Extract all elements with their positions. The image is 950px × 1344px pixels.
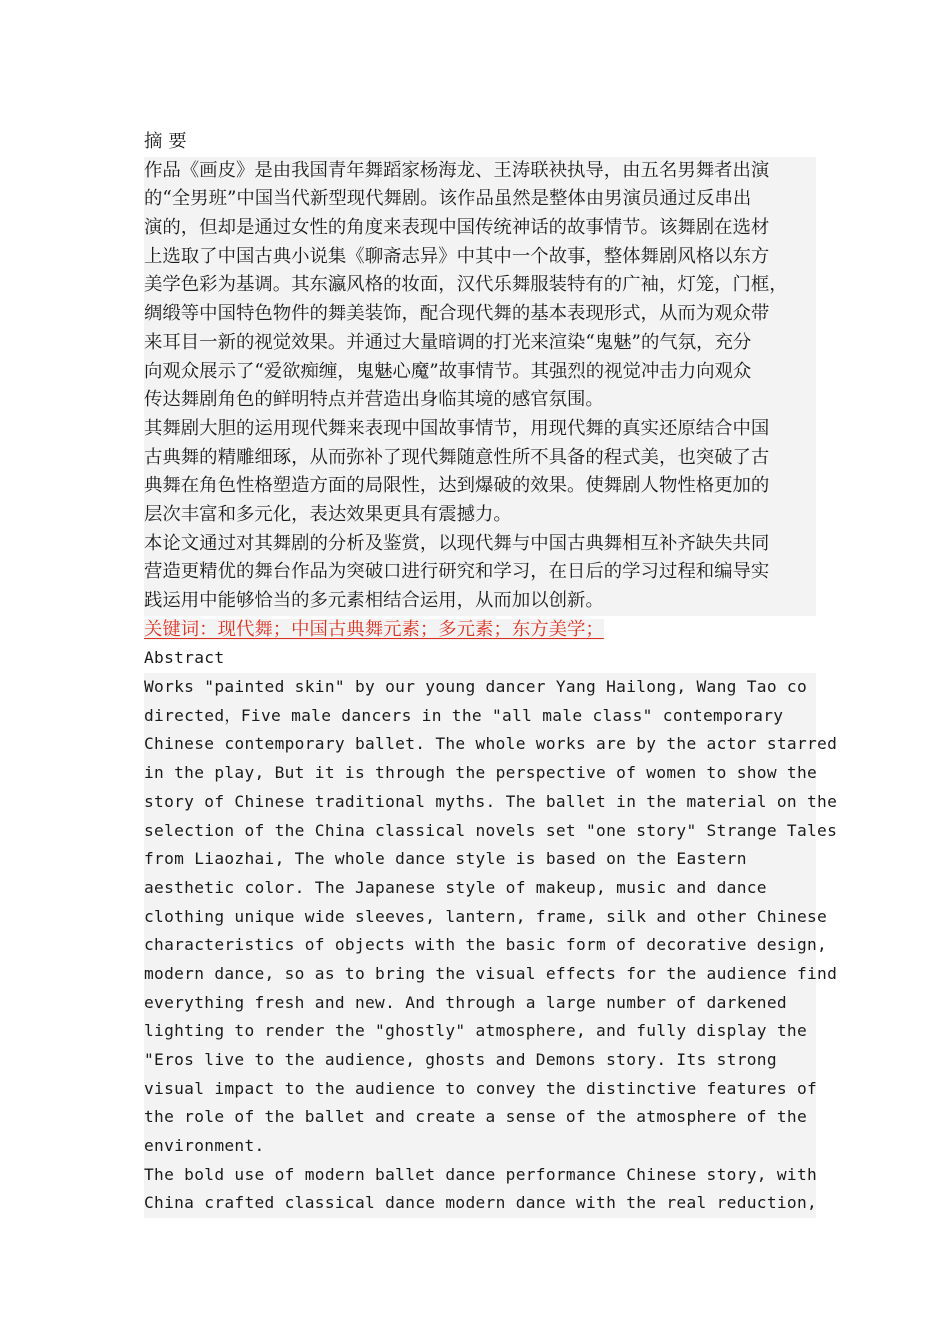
text-line: China crafted classical dance modern dance with the real reduction, bbox=[144, 1189, 816, 1218]
text-line: The bold use of modern ballet dance performance Chinese story, with bbox=[144, 1161, 816, 1190]
text-line: from Liaozhai, The whole dance style is based on the Eastern bbox=[144, 845, 816, 874]
chinese-abstract-title: 摘 要 bbox=[144, 131, 187, 152]
text-line: characteristics of objects with the basic form of decorative design, bbox=[144, 931, 816, 960]
text-line: selection of the China classical novels set "one story" Strange Tales bbox=[144, 817, 816, 846]
text-line: everything fresh and new. And through a large number of darkened bbox=[144, 989, 816, 1018]
text-line: 的“全男班”中国当代新型现代舞剧。该作品虽然是整体由男演员通过反串出 bbox=[144, 185, 816, 214]
text-line: 上选取了中国古典小说集《聊斋志异》中其中一个故事，整体舞剧风格以东方 bbox=[144, 243, 816, 272]
text-line: 演的，但却是通过女性的角度来表现中国传统神话的故事情节。该舞剧在选材 bbox=[144, 214, 816, 243]
chinese-paragraph-2 bbox=[144, 415, 816, 530]
text-line: 作品《画皮》是由我国青年舞蹈家杨海龙、王涛联袂执导，由五名男舞者出演 bbox=[144, 157, 816, 186]
text-line: Works "painted skin" by our young dancer Yang Hailong, Wang Tao co bbox=[144, 673, 816, 702]
abstract-content bbox=[144, 128, 838, 1218]
text-line: 美学色彩为基调。其东瀛风格的妆面，汉代乐舞服装特有的广袖，灯笼，门框， bbox=[144, 271, 816, 300]
text-line: 营造更精优的舞台作品为突破口进行研究和学习，在日后的学习过程和编导实 bbox=[144, 558, 816, 587]
text-line: 典舞在角色性格塑造方面的局限性，达到爆破的效果。使舞剧人物性格更加的 bbox=[144, 472, 816, 501]
keywords-text: 关键词：现代舞；中国古典舞元素；多元素；东方美学； bbox=[144, 618, 604, 640]
chinese-paragraph-1 bbox=[144, 157, 816, 415]
text-line: 层次丰富和多元化，表达效果更具有震撼力。 bbox=[144, 501, 816, 530]
text-line: directed，Five male dancers in the "all male class" contemporary bbox=[144, 702, 816, 731]
english-abstract-title: Abstract bbox=[144, 648, 225, 668]
text-line: 本论文通过对其舞剧的分析及鉴赏，以现代舞与中国古典舞相互补齐缺失共同 bbox=[144, 530, 816, 559]
text-line: 古典舞的精雕细琢，从而弥补了现代舞随意性所不具备的程式美，也突破了古 bbox=[144, 444, 816, 473]
text-line: 传达舞剧角色的鲜明特点并营造出身临其境的感官氛围。 bbox=[144, 386, 816, 415]
text-line: "Eros live to the audience, ghosts and Demons story. Its strong bbox=[144, 1046, 816, 1075]
chinese-paragraph-3 bbox=[144, 530, 816, 616]
text-line: 践运用中能够恰当的多元素相结合运用，从而加以创新。 bbox=[144, 587, 816, 616]
text-line: aesthetic color. The Japanese style of makeup, music and dance bbox=[144, 874, 816, 903]
text-line: 来耳目一新的视觉效果。并通过大量暗调的打光来渲染“鬼魅”的气氛，充分 bbox=[144, 329, 816, 358]
text-line: modern dance, so as to bring the visual effects for the audience find bbox=[144, 960, 816, 989]
keywords-line bbox=[144, 616, 816, 645]
text-line: clothing unique wide sleeves, lantern, frame, silk and other Chinese bbox=[144, 903, 816, 932]
text-line: the role of the ballet and create a sense of the atmosphere of the bbox=[144, 1103, 816, 1132]
text-line: story of Chinese traditional myths. The ballet in the material on the bbox=[144, 788, 816, 817]
text-line: environment. bbox=[144, 1132, 816, 1161]
text-line: 绸缎等中国特色物件的舞美装饰，配合现代舞的基本表现形式，从而为观众带 bbox=[144, 300, 816, 329]
text-line: 其舞剧大胆的运用现代舞来表现中国故事情节，用现代舞的真实还原结合中国 bbox=[144, 415, 816, 444]
english-paragraph-1 bbox=[144, 673, 838, 1161]
text-line: Chinese contemporary ballet. The whole works are by the actor starred bbox=[144, 730, 816, 759]
text-line: lighting to render the "ghostly" atmosphere, and fully display the bbox=[144, 1017, 816, 1046]
text-line: 向观众展示了“爱欲痴缠，鬼魅心魔”故事情节。其强烈的视觉冲击力向观众 bbox=[144, 358, 816, 387]
text-line: in the play, But it is through the perspective of women to show the bbox=[144, 759, 816, 788]
text-line: visual impact to the audience to convey the distinctive features of bbox=[144, 1075, 816, 1104]
english-paragraph-2 bbox=[144, 1161, 816, 1218]
